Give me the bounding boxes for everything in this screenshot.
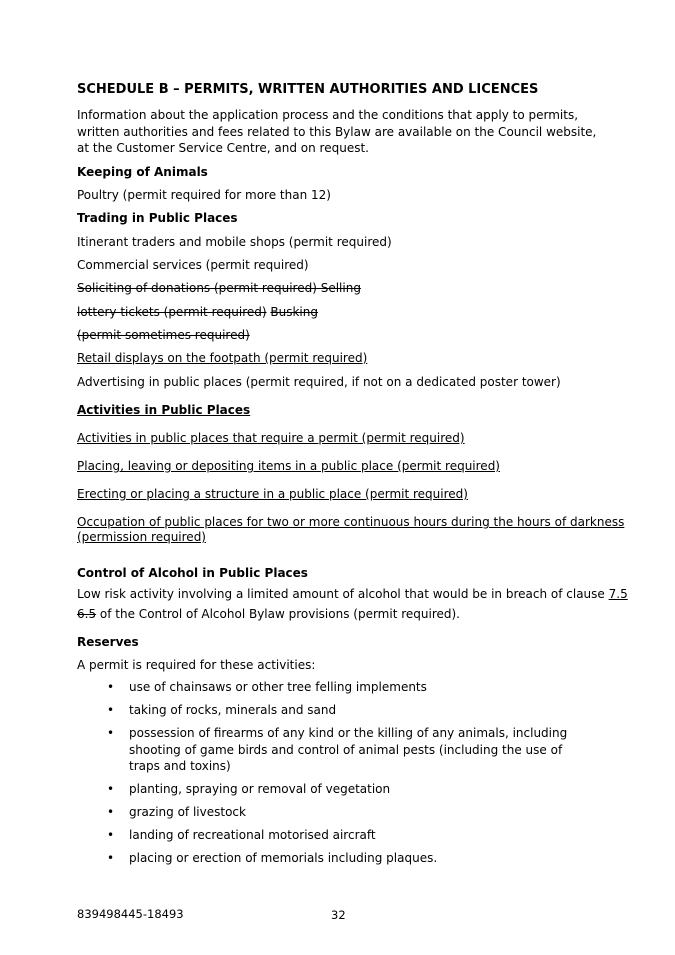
clause-old-struck: 6.5 <box>77 607 97 621</box>
busking-permit-struck: (permit sometimes required) <box>77 328 250 342</box>
alcohol-line2-text: of the Control of Alcohol Bylaw provisions (permit required). <box>99 607 460 621</box>
advertising-item: Advertising in public places (permit required, if not on a dedicated poster tower) <box>77 375 561 389</box>
commercial-services-item: Commercial services (permit required) <box>77 258 309 272</box>
alcohol-heading: Control of Alcohol in Public Places <box>77 566 308 580</box>
schedule-heading: SCHEDULE B – PERMITS, WRITTEN AUTHORITIES AND LICENCES <box>77 82 539 97</box>
placing-items-item: Placing, leaving or depositing items in a public place (permit required) <box>77 459 500 473</box>
erecting-structure-item: Erecting or placing a structure in a public place (permit required) <box>77 487 468 501</box>
lottery-busking-line <box>77 304 318 321</box>
list-item: • placing or erection of memorials including plaques. <box>107 850 577 867</box>
lottery-item-struck: lottery tickets (permit required) <box>77 305 267 319</box>
itinerant-traders-item: Itinerant traders and mobile shops (permit required) <box>77 235 392 249</box>
list-item: • grazing of livestock <box>107 804 577 821</box>
poultry-item: Poultry (permit required for more than 12) <box>77 188 331 202</box>
busking-item-struck: Busking <box>270 305 318 319</box>
document-id: 839498445-18493 <box>77 907 184 921</box>
occupation-item-line2: (permission required) <box>77 530 206 544</box>
activities-permit-item: Activities in public places that require a permit (permit required) <box>77 431 465 445</box>
intro-paragraph: Information about the application process and the conditions that apply to permits, written authorities and fees related to this Bylaw are available on the Council website, at the Customer Service Centre, and on request. <box>77 108 597 155</box>
retail-displays-item: Retail displays on the footpath (permit required) <box>77 351 368 365</box>
alcohol-line2 <box>77 606 460 623</box>
list-item: • landing of recreational motorised aircraft <box>107 827 577 844</box>
list-item: • planting, spraying or removal of vegetation <box>107 781 577 798</box>
reserves-intro: A permit is required for these activities: <box>77 658 316 672</box>
list-item: • use of chainsaws or other tree felling implements <box>107 679 577 696</box>
keeping-animals-heading: Keeping of Animals <box>77 165 208 179</box>
clause-new: 7.5 <box>608 587 628 601</box>
trading-heading: Trading in Public Places <box>77 211 238 225</box>
occupation-item-line1: Occupation of public places for two or more continuous hours during the hours of darkness <box>77 515 625 529</box>
reserves-activity-list <box>107 679 577 873</box>
reserves-heading: Reserves <box>77 635 139 649</box>
activities-heading: Activities in Public Places <box>77 403 251 417</box>
page-number: 32 <box>331 908 346 922</box>
list-item: • possession of firearms of any kind or the killing of any animals, including shooting of game birds and control of animal pests (including the use of traps and toxins) <box>107 725 577 775</box>
list-item: • taking of rocks, minerals and sand <box>107 702 577 719</box>
alcohol-line1 <box>77 586 628 603</box>
alcohol-text: Low risk activity involving a limited amount of alcohol that would be in breach of clause <box>77 587 605 601</box>
soliciting-item-struck: Soliciting of donations (permit required) Selling <box>77 281 361 295</box>
